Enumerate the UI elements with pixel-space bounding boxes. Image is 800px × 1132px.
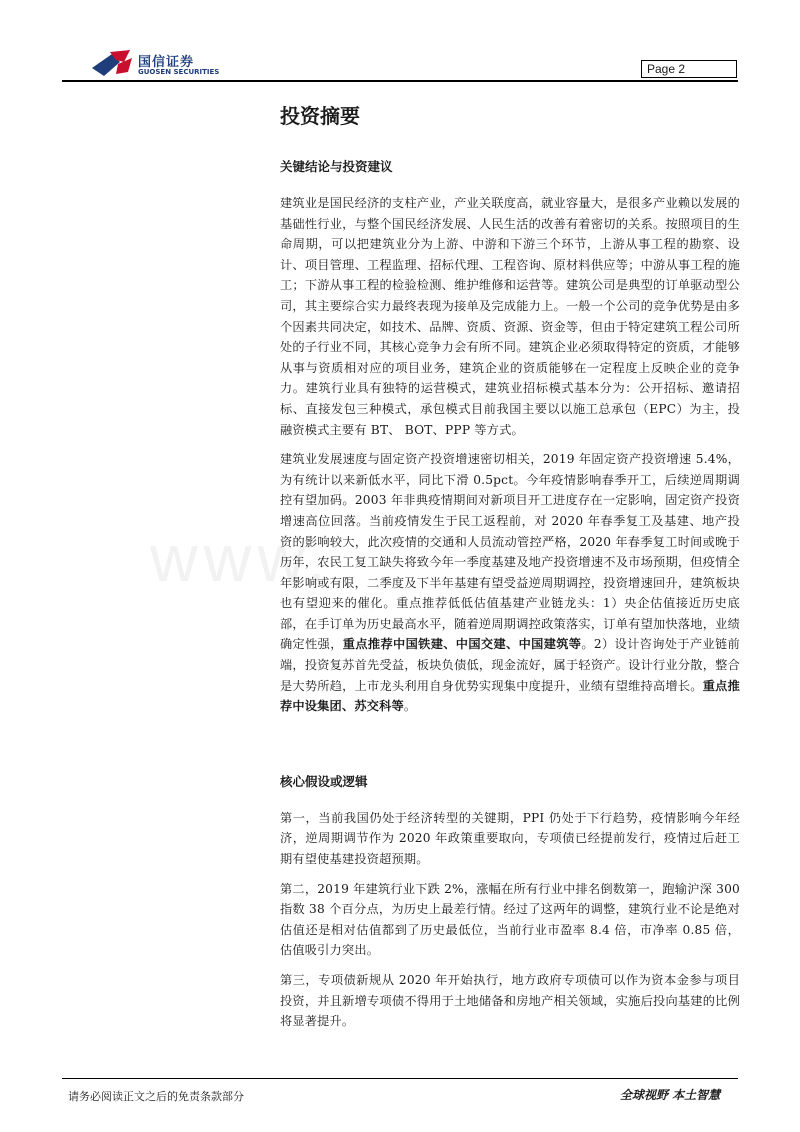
- brand-name-en: GUOSEN SECURITIES: [138, 68, 220, 76]
- section-heading: 关键结论与投资建议: [280, 159, 393, 174]
- paragraph-text: 建筑业发展速度与固定资产投资增速密切相关，2019 年固定资产投资增速 5.4%，为有统计以来新低水平，同比下滑 0.5pct。今年疫情影响春季开工，后续逆周期调控有望加码。2003 年非典疫情期间对新项目开工进度存在一定影响，固定资产投资增速高位回落。当前疫情发生于民工返程前，对 2020 年春季复工及基建、地产投资的影响较大，此次疫情的交通和人员流动管控严格，2020 年春季复工时间或晚于历年，农民工复工缺失将致今年一季度基建及地产投资增速不及市场预期，但疫情全年影响或有限，二季度及下半年基建有望受益逆周期调控，投资增速回升，建筑板块也有望迎来的催化。重点推荐低低估值基建产业链龙头：1）央企估值接近历史底部，在手订单为历史最高水平，随着逆周期调控政策落实，订单有望加快落地，业绩确定性强，: [280, 452, 740, 652]
- footer-rule: [62, 1078, 738, 1079]
- body-paragraph: [280, 808, 740, 870]
- footer-slogan: 全球视野 本土智慧: [620, 1088, 721, 1102]
- header-rule: [62, 80, 738, 82]
- watermark: www.: [150, 521, 332, 595]
- emphasis-text: 重点推荐中设集团、苏交科等: [280, 678, 740, 714]
- body-paragraph: [280, 879, 740, 961]
- logo-mark-icon: [90, 48, 134, 80]
- page-title: 投资摘要: [280, 104, 360, 128]
- brand-name-cn: 国信证券: [138, 55, 195, 70]
- body-paragraph: [280, 449, 740, 717]
- body-paragraph: [280, 193, 740, 440]
- footer-disclaimer: 请务必阅读正文之后的免责条款部分: [68, 1090, 244, 1103]
- paragraph-text: 第二，2019 年建筑行业下跌 2%，涨幅在所有行业中排名倒数第一，跑输沪深 300 指数 38 个百分点，为历史上最差行情。经过了这两年的调整，建筑行业不论是绝对估值还是相对估值都到了历史最低位，当前行业市盈率 8.4 倍，市净率 0.85 倍，估值吸引力突出。: [280, 881, 740, 958]
- main-content: [280, 100, 740, 1041]
- emphasis-text: 重点推荐中国铁建、中国交建、中国建筑等: [342, 637, 582, 652]
- page-number-box: Page 2: [641, 60, 737, 78]
- paragraph-text: 。: [403, 699, 417, 714]
- body-paragraph: [280, 970, 740, 1032]
- section-heading: 核心假设或逻辑: [280, 773, 368, 789]
- sections-container: [280, 157, 740, 1032]
- paragraph-text: 建筑业是国民经济的支柱产业，产业关联度高，就业容量大，是很多产业赖以发展的基础性行业，与整个国民经济发展、人民生活的改善有着密切的关系。按照项目的生命周期，可以把建筑业分为上游、中游和下游三个环节，上游从事工程的勘察、设计、项目管理、工程监理、招标代理、工程咨询、原材料供应等；中游从事工程的施工；下游从事工程的检验检测、维护维修和运营等。建筑公司是典型的订单驱动型公司，其主要综合实力最终表现为接单及完成能力上。一般一个公司的竞争优势是由多个因素共同决定，如技术、品牌、资质、资源、资金等，但由于特定建筑工程公司所处的子行业不同，其核心竞争力会有所不同。建筑企业必须取得特定的资质，才能够从事与资质相对应的项目业务，建筑企业的资质能够在一定程度上反映企业的竞争力。建筑行业具有独特的运营模式，建筑业招标模式基本分为：公开招标、邀请招标、直接发包三种模式，承包模式目前我国主要以以施工总承包（EPC）为主，投融资模式主要有 BT、 BOT、PPP 等方式。: [280, 196, 740, 437]
- paragraph-text: 。2）设计咨询处于产业链前端，投资复苏首先受益，板块负债低，现金流好，属于轻资产。设计行业分散，整合是大势所趋，上市龙头利用自身优势实现集中度提升，业绩有望维持高增长。: [280, 637, 741, 693]
- guosen-logo: [90, 48, 220, 80]
- paragraph-text: 第一，当前我国仍处于经济转型的关键期，PPI 仍处于下行趋势，疫情影响今年经济，逆周期调节作为 2020 年政策重要取向，专项债已经提前发行，疫情过后赶工期有望使基建投资超预期。: [280, 810, 740, 867]
- paragraph-text: 第三，专项债新规从 2020 年开始执行，地方政府专项债可以作为资本金参与项目投资，并且新增专项债不得用于土地储备和房地产相关领域，实施后投向基建的比例将显著提升。: [280, 973, 740, 1029]
- page-header: [0, 0, 800, 90]
- section-spacer: [280, 726, 740, 772]
